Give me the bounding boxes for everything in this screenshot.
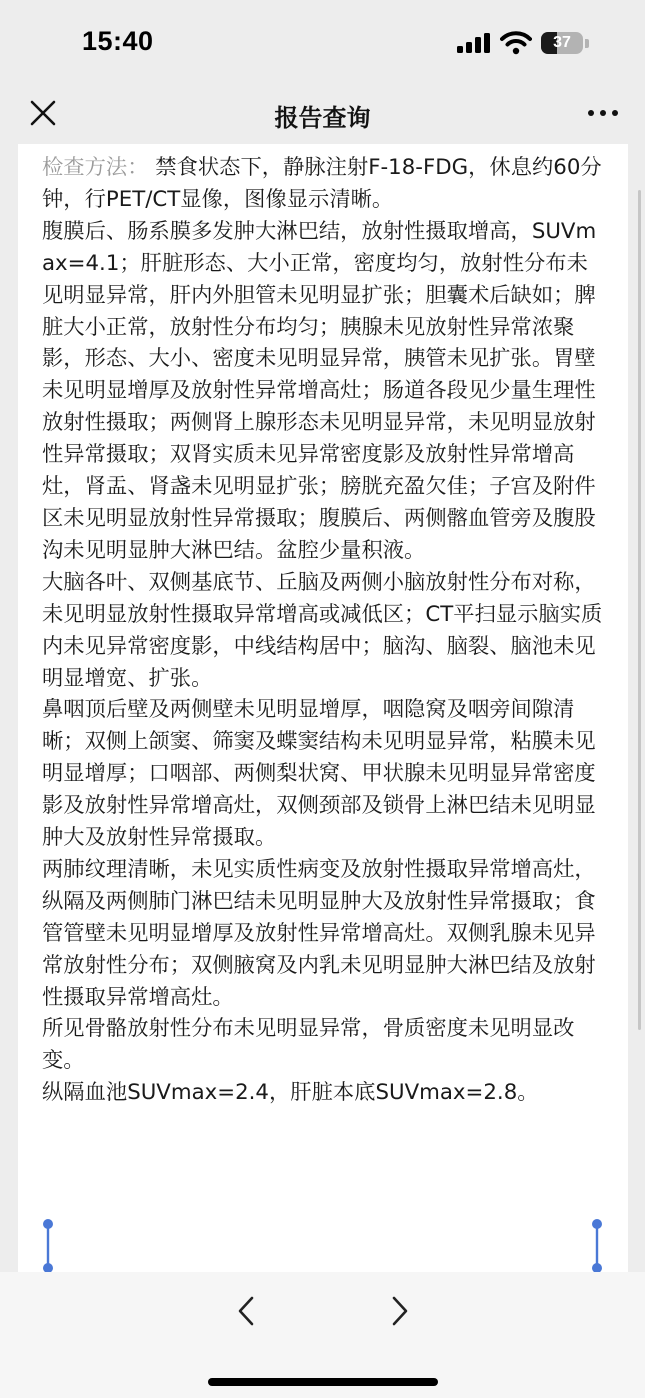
selection-handle-right[interactable]: [591, 1218, 603, 1272]
nav-bar: [0, 88, 645, 144]
selection-handle-left[interactable]: [42, 1218, 54, 1272]
status-time: 15:40: [82, 26, 154, 56]
chevron-left-icon[interactable]: [230, 1294, 264, 1328]
report-paragraph: 大脑各叶、双侧基底节、丘脑及两侧小脑放射性分布对称，未见明显放射性摄取异常增高或减低区；CT平扫显示脑实质内未见异常密度影，中线结构居中；脑沟、脑裂、脑池未见明显增宽、扩张。: [42, 569, 603, 691]
method-label: 检查方法：: [42, 155, 149, 180]
chevron-right-icon[interactable]: [382, 1294, 416, 1328]
close-icon[interactable]: [28, 98, 58, 128]
more-icon[interactable]: [586, 100, 620, 126]
battery-tip: [585, 39, 589, 48]
report-method-paragraph: [42, 152, 607, 216]
report-paragraph: 鼻咽顶后壁及两侧壁未见明显增厚，咽隐窝及咽旁间隙清晰；双侧上颌窦、筛窦及蝶窦结构未见明显异常，粘膜未见明显增厚；口咽部、两侧梨状窝、甲状腺未见明显异常密度影及放射性异常增高灶，双侧颈部及锁骨上淋巴结未见明显肿大及放射性异常摄取。: [42, 697, 596, 851]
report-scroll-area[interactable]: [0, 144, 645, 1272]
wifi-icon: [500, 31, 532, 55]
report-paragraph: 腹膜后、肠系膜多发肿大淋巴结，放射性摄取增高，SUVmax=4.1；肝脏形态、大小正常，密度均匀，放射性分布未见明显异常，肝内外胆管未见明显扩张；胆囊术后缺如；脾脏大小正常，放射性分布均匀；胰腺未见放射性异常浓聚影，形态、大小、密度未见明显异常，胰管未见扩张。胃壁未见明显增厚及放射性异常增高灶；肠道各段见少量生理性放射性摄取；两侧肾上腺形态未见明显异常，未见明显放射性异常摄取；双肾实质未见异常密度影及放射性异常增高灶，肾盂、肾盏未见明显扩张；膀胱充盈欠佳；子宫及附件区未见明显放射性异常摄取；腹膜后、两侧髂血管旁及腹股沟未见明显肿大淋巴结。盆腔少量积液。: [42, 218, 597, 563]
home-indicator[interactable]: [208, 1378, 438, 1386]
bottom-toolbar: [0, 1272, 645, 1398]
report-paragraph: 纵隔血池SUVmax=2.4，肝脏本底SUVmax=2.8。: [42, 1080, 539, 1106]
report-card: [18, 144, 628, 1272]
page-title: 报告查询: [274, 104, 371, 132]
scroll-indicator[interactable]: [638, 190, 641, 1030]
report-paragraph: 两肺纹理清晰，未见实质性病变及放射性摄取异常增高灶，纵隔及两侧肺门淋巴结未见明显肿大及放射性异常摄取；食管管壁未见明显增厚及放射性异常增高灶。双侧乳腺未见异常放射性分布；双侧腋窝及内乳未见明显肿大淋巴结及放射性摄取异常增高灶。: [42, 856, 596, 1010]
next-card: [18, 1259, 628, 1272]
report-text: [42, 152, 607, 1109]
cellular-signal-icon: [457, 33, 491, 53]
battery-level: 37: [553, 34, 571, 51]
status-bar: [0, 0, 645, 88]
report-paragraph: 禁食状态下，静脉注射F-18-FDG，休息约60分钟，行PET/CT显像，图像显示清晰。: [42, 155, 602, 212]
battery-icon: [541, 32, 583, 54]
report-paragraph: 所见骨骼放射性分布未见明显异常，骨质密度未见明显改变。: [42, 1016, 575, 1074]
